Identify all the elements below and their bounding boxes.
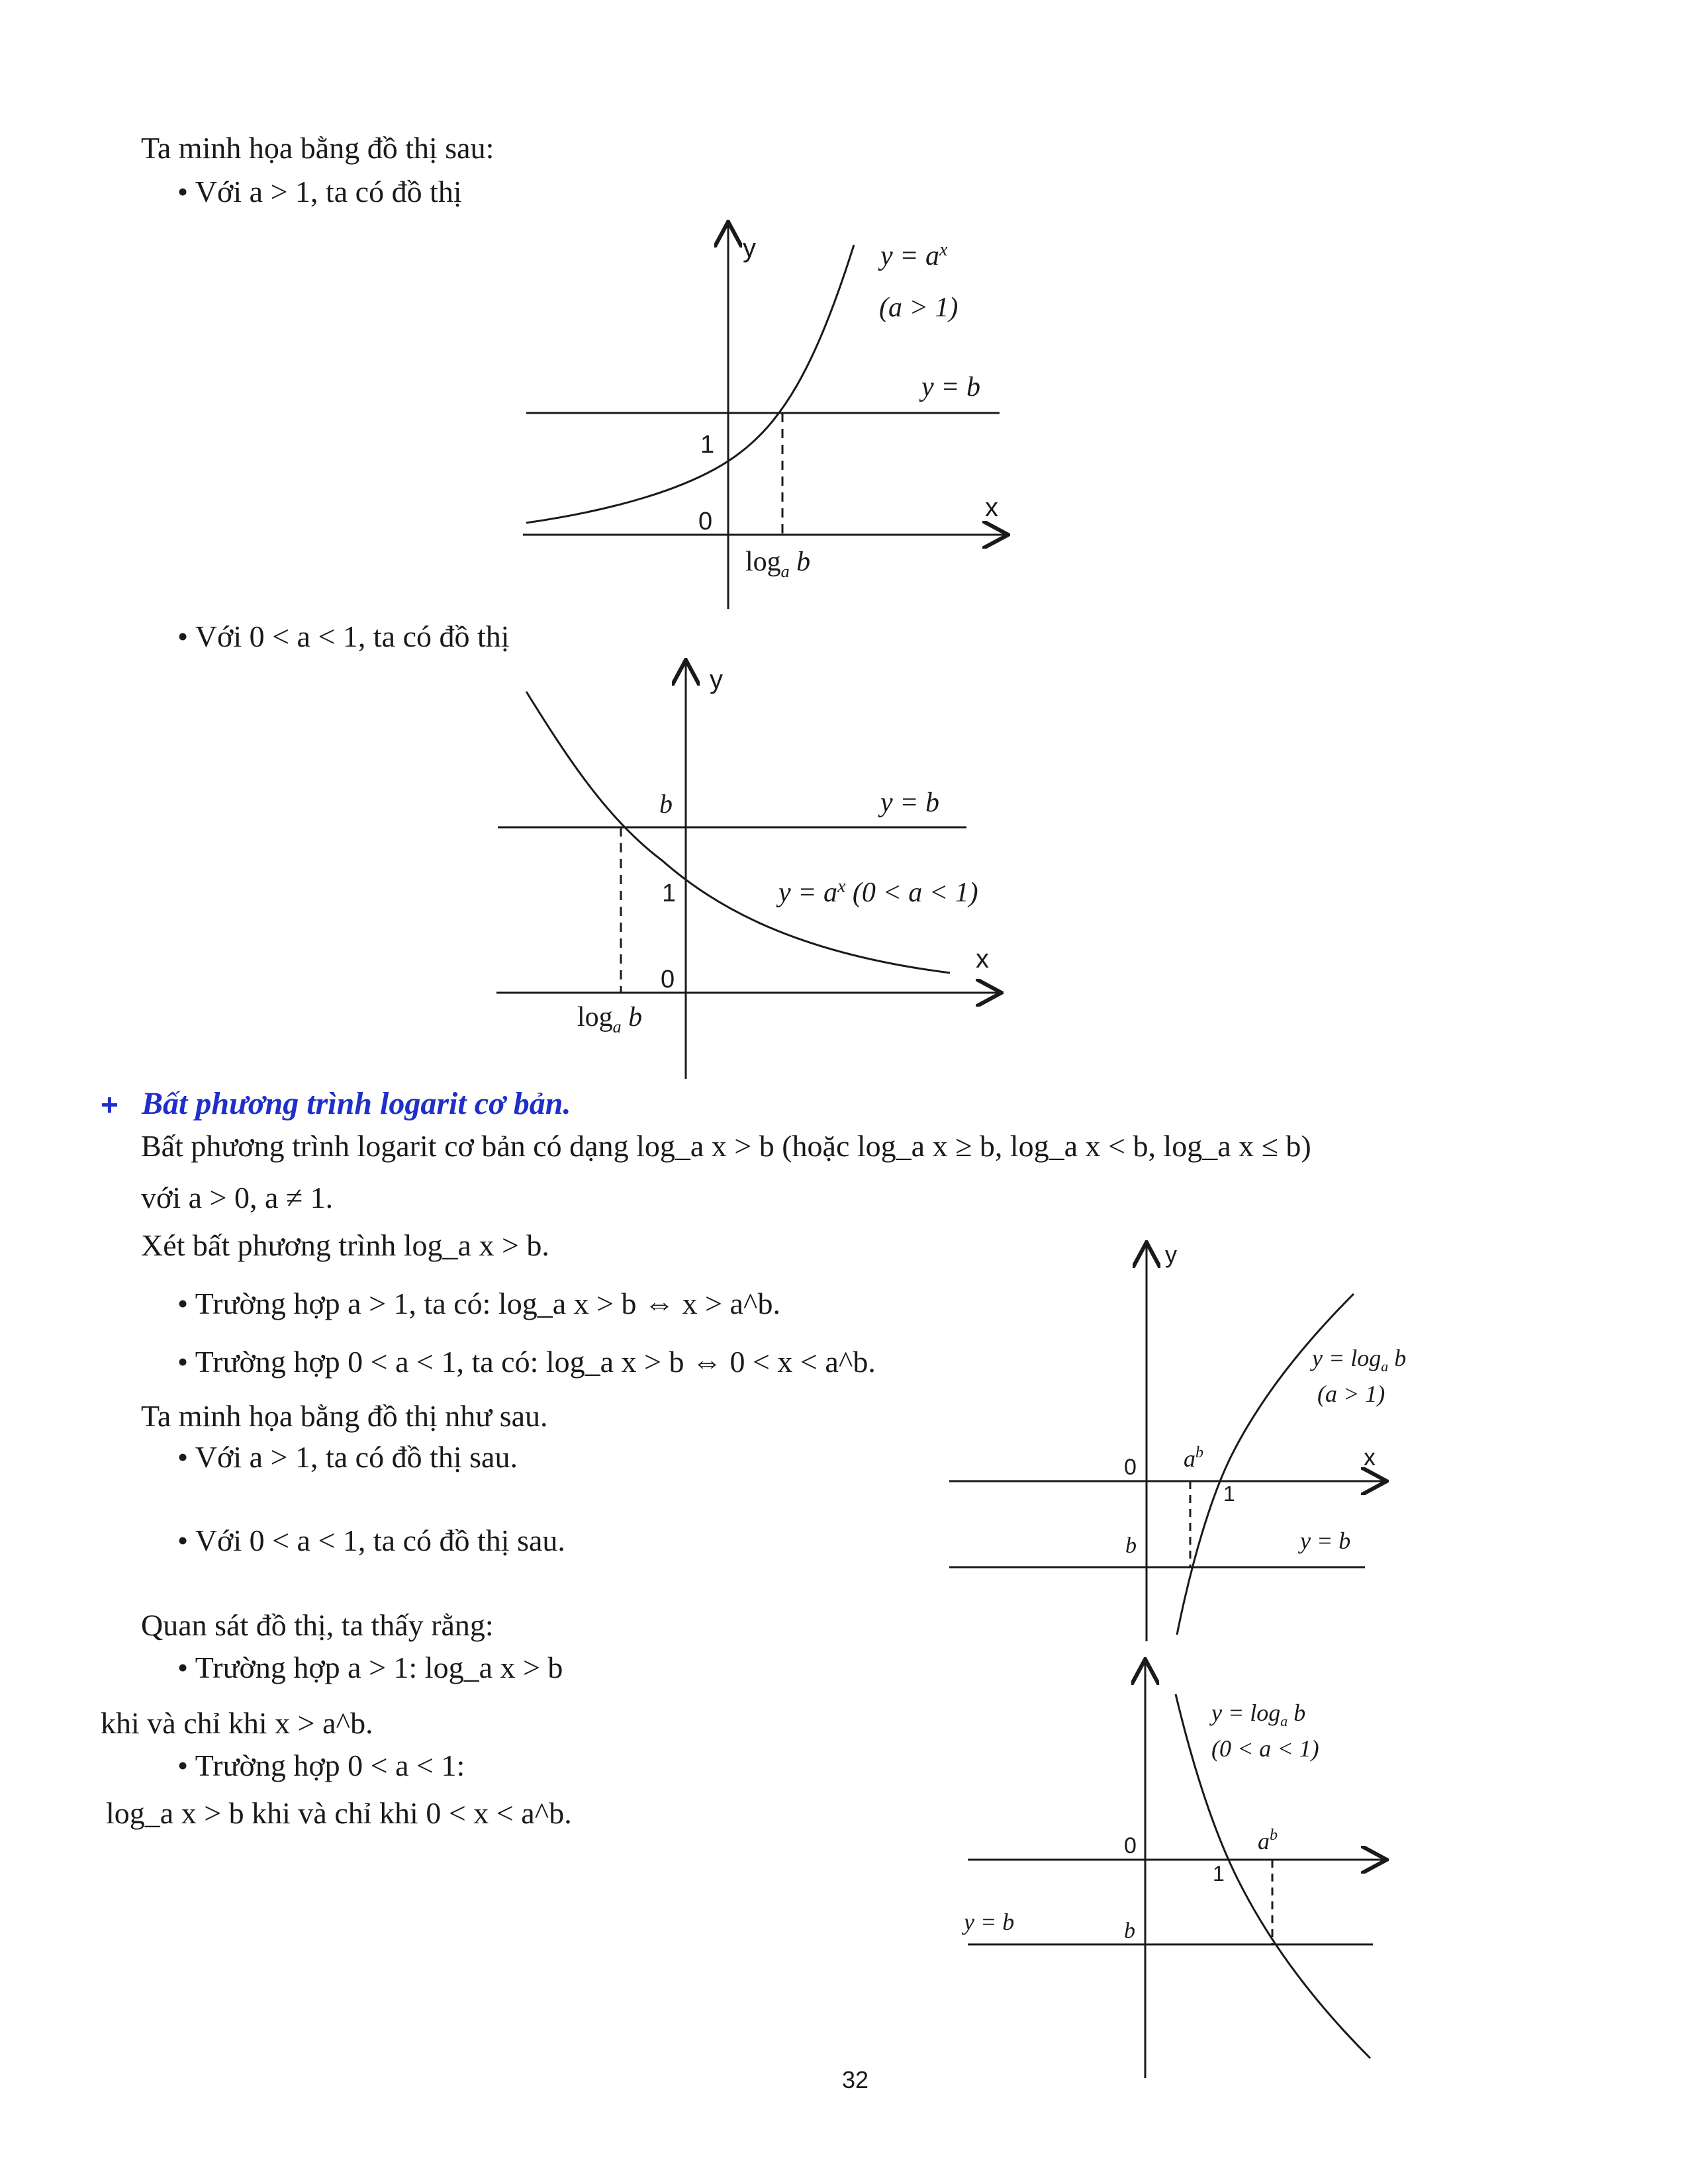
paragraph-consider: Xét bất phương trình log_a x > b. <box>141 1228 549 1262</box>
fig2-x-label: x <box>976 944 989 974</box>
fig2-curve-label: $y = a^x$ (0 < a < 1) <box>778 876 978 908</box>
fig2-line-label: y = b <box>880 788 939 818</box>
fig3-b-label: b <box>1125 1533 1137 1558</box>
observe-text: Quan sát đồ thị, ta thấy rằng: <box>141 1608 494 1642</box>
fig2-curve <box>526 692 950 973</box>
fig2-b-label: b <box>659 789 673 819</box>
fig3-ab-label: $a^b$ <box>1184 1444 1203 1472</box>
case-a-gt1-graph-text: • Với a > 1, ta có đồ thị <box>177 175 462 208</box>
fig4-b-label: b <box>1124 1919 1135 1943</box>
figure-exp-a-lt1 <box>0 635 1688 1085</box>
page-number: 32 <box>842 2066 869 2093</box>
case-a-lt1-graph-text: • Với 0 < a < 1, ta có đồ thị <box>177 619 510 653</box>
illustrate-text: Ta minh họa bằng đồ thị như sau. <box>141 1399 548 1433</box>
fig1-curve-label: $y = a^x$ <box>880 240 948 271</box>
figure-exp-a-gt1 <box>0 0 1688 635</box>
paragraph-conditions: với a > 0, a ≠ 1. <box>141 1181 334 1214</box>
observe-case-a-lt1-result: log_a x > b khi và chỉ khi 0 < x < a^b. <box>106 1796 572 1830</box>
fig4-zero-label: 0 <box>1124 1833 1137 1858</box>
intro-text: Ta minh họa bằng đồ thị sau: <box>141 131 494 165</box>
section-bullet: + <box>101 1087 118 1122</box>
fig1-one-label: 1 <box>700 431 715 459</box>
fig4-curve-label: $y = \log_a b$ <box>1211 1700 1306 1729</box>
fig3-line-label: y = b <box>1300 1527 1351 1554</box>
fig2-log-label: $\log_a b$ <box>577 1002 643 1036</box>
observe-case-a-gt1-result: khi và chỉ khi x > a^b. <box>101 1706 373 1740</box>
fig1-curve <box>526 245 854 523</box>
fig4-cond-label: (0 < a < 1) <box>1211 1735 1319 1762</box>
fig4-ab-label: $a^b$ <box>1258 1827 1278 1854</box>
observe-case-a-gt1: • Trường hợp a > 1: log_a x > b <box>177 1651 563 1684</box>
section-title: Bất phương trình logarit cơ bản. <box>142 1086 571 1121</box>
fig1-log-label: $\log_a b$ <box>745 547 811 581</box>
fig1-y-label: y <box>743 234 756 263</box>
fig4-line-label: y = b <box>964 1909 1015 1935</box>
fig4-one-label: 1 <box>1213 1862 1225 1886</box>
figure-log-a-gt1 <box>0 1231 1688 1655</box>
fig3-curve-label: $y = \log_a b$ <box>1312 1345 1407 1375</box>
fig3-zero-label: 0 <box>1124 1455 1137 1480</box>
fig3-cond-label: (a > 1) <box>1317 1381 1385 1407</box>
case-a-lt1-text: • Trường hợp 0 < a < 1, ta có: log_a x > b ⇔ 0 < x < a^b. <box>177 1345 876 1379</box>
figure-log-a-lt1 <box>0 1655 1688 2085</box>
fig3-x-label: x <box>1364 1443 1376 1471</box>
fig2-y-label: y <box>710 665 723 694</box>
observe-case-a-lt1: • Trường hợp 0 < a < 1: <box>177 1749 465 1782</box>
fig3-one-label: 1 <box>1223 1482 1235 1506</box>
fig2-one-label: 1 <box>662 880 677 907</box>
graph-a-gt1-text: • Với a > 1, ta có đồ thị sau. <box>177 1440 518 1474</box>
case-a-gt1-text: • Trường hợp a > 1, ta có: log_a x > b ⇔ x > a^b. <box>177 1287 780 1320</box>
fig2-zero-label: 0 <box>661 966 675 993</box>
fig1-line-label: y = b <box>921 372 980 402</box>
graph-a-lt1-text: • Với 0 < a < 1, ta có đồ thị sau. <box>177 1524 565 1557</box>
fig3-y-label: y <box>1165 1241 1177 1268</box>
paragraph-definition: Bất phương trình logarit cơ bản có dạng log_a x > b (hoặc log_a x ≥ b, log_a x < b, log_a x ≤ b) <box>141 1129 1311 1163</box>
fig1-zero-label: 0 <box>698 508 713 535</box>
fig1-cond-label: (a > 1) <box>879 293 959 323</box>
fig1-x-label: x <box>985 493 998 522</box>
